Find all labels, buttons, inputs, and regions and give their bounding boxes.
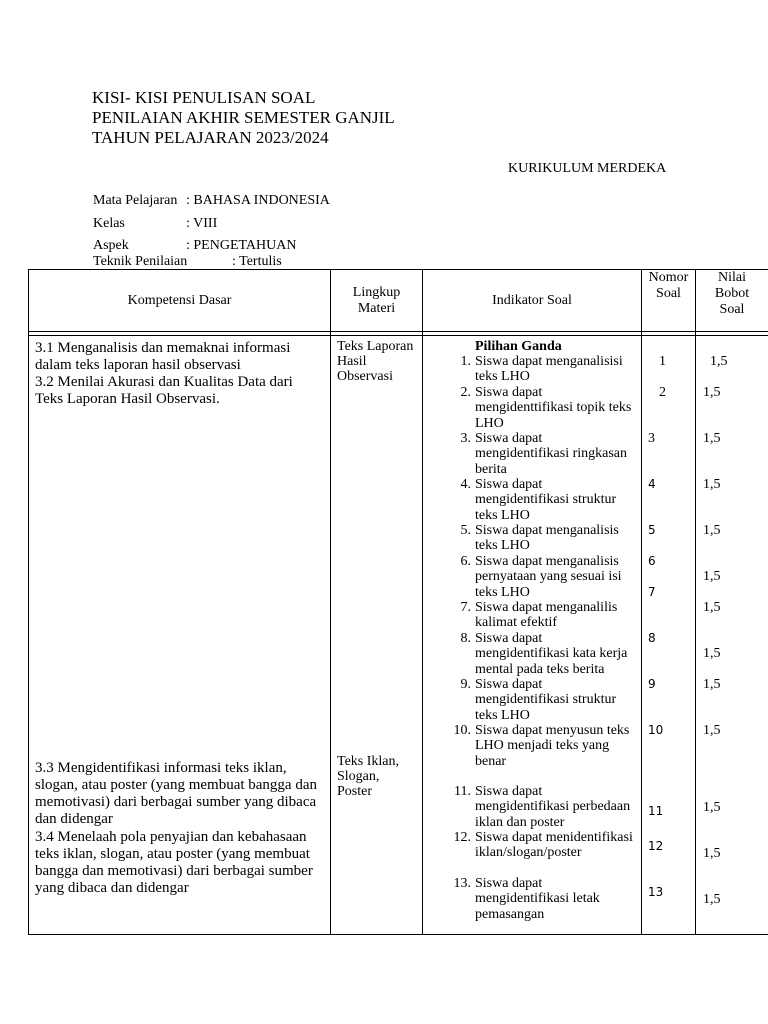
- nilai-bobot-value: 1,5: [703, 431, 721, 446]
- indikator-item-number: 8.: [460, 631, 471, 646]
- nilai-bobot-value: 1,5: [703, 723, 721, 738]
- header-lingkup-materi: Lingkup Materi: [331, 270, 423, 332]
- aspect-value: : PENGETAHUAN: [186, 238, 297, 253]
- nomor-soal-value: 12: [648, 839, 664, 853]
- curriculum-label: KURIKULUM MERDEKA: [508, 161, 667, 176]
- nomor-soal-value: 9: [648, 677, 656, 691]
- kd-3-1: 3.1 Menganalisis dan memaknai informasi dalam teks laporan hasil observasi: [35, 340, 291, 373]
- technique-value: : Tertulis: [232, 254, 282, 269]
- kd-3-3: 3.3 Mengidentifikasi informasi teks iklan, slogan, atau poster (yang membuat bangga dan memotivasi) dari berbagai sumber yang dibaca dan didengar: [35, 760, 317, 827]
- nilai-bobot-value: 1,5: [703, 677, 721, 692]
- indikator-item-text: Siswa dapat mengidentifikasi struktur teks LHO: [475, 477, 617, 523]
- kd-3-4: 3.4 Menelaah pola penyajian dan kebahasaan teks iklan, slogan, atau poster (yang membuat bangga dan memotivasi) dari berbagai sumber yang dibaca dan didengar: [35, 829, 313, 896]
- nomor-soal-value: 7: [648, 585, 656, 599]
- indikator-item-text: Siswa dapat mengidenttifikasi topik teks LHO: [475, 385, 632, 431]
- indikator-item-text: Siswa dapat mengidentifikasi ringkasan berita: [475, 431, 628, 477]
- technique-label: Teknik Penilaian: [93, 254, 188, 269]
- header-indikator-soal: Indikator Soal: [423, 270, 642, 332]
- indikator-item-text: Siswa dapat menganalisis pernyataan yang sesuai isi teks LHO: [475, 554, 622, 600]
- indikator-item-text: Siswa dapat mengidentifikasi struktur teks LHO: [475, 677, 617, 723]
- nilai-bobot-value: 1,5: [703, 846, 721, 861]
- indikator-item-number: 9.: [460, 677, 471, 692]
- pilihan-ganda-heading: Pilihan Ganda: [475, 339, 562, 354]
- indikator-item-text: Siswa dapat menidentifikasi iklan/slogan/poster: [475, 830, 633, 861]
- indikator-item-text: Siswa dapat menganalilis kalimat efektif: [475, 600, 618, 631]
- kd-3-2: 3.2 Menilai Akurasi dan Kualitas Data dari Teks Laporan Hasil Observasi.: [35, 374, 293, 407]
- nomor-soal-value: 4: [648, 477, 656, 491]
- indikator-item-number: 1.: [460, 354, 471, 369]
- nilai-bobot-value: 1,5: [703, 800, 721, 815]
- nomor-soal-value: 13: [648, 885, 664, 899]
- nomor-soal-value: 6: [648, 554, 656, 568]
- nomor-soal-value: 3: [648, 431, 655, 446]
- class-label: Kelas: [93, 216, 125, 231]
- class-value: : VIII: [186, 216, 218, 231]
- lingkup-materi-cell: [331, 336, 423, 935]
- nilai-bobot-value: 1,5: [703, 477, 721, 492]
- table-header-row: [29, 270, 768, 332]
- indikator-item-number: 6.: [460, 554, 471, 569]
- lingkup-materi-iklan: Teks Iklan, Slogan, Poster: [337, 754, 400, 799]
- indikator-item-number: 3.: [460, 431, 471, 446]
- indikator-item-number: 7.: [460, 600, 471, 615]
- nilai-bobot-value: 1,5: [703, 385, 721, 400]
- subject-value: : BAHASA INDONESIA: [186, 193, 330, 208]
- nomor-soal-value: 1: [659, 354, 666, 369]
- indikator-item-number: 5.: [460, 523, 471, 538]
- document-title-line-3: TAHUN PELAJARAN 2023/2024: [92, 128, 329, 147]
- nilai-bobot-value: 1,5: [703, 569, 721, 584]
- indikator-item-text: Siswa dapat mengidentifikasi kata kerja mental pada teks berita: [475, 631, 628, 677]
- indikator-item-number: 4.: [460, 477, 471, 492]
- subject-label: Mata Pelajaran: [93, 193, 178, 208]
- indikator-item-text: Siswa dapat menyusun teks LHO menjadi teks yang benar: [475, 723, 630, 769]
- nomor-soal-value: 11: [648, 804, 664, 818]
- lingkup-materi-lho: Teks Laporan Hasil Observasi: [337, 339, 414, 384]
- nilai-bobot-value: 1,5: [703, 892, 721, 907]
- nilai-bobot-value: 1,5: [703, 646, 721, 661]
- nilai-bobot-value: 1,5: [703, 600, 721, 615]
- indikator-item-text: Siswa dapat mengidentifikasi perbedaan iklan dan poster: [475, 784, 631, 830]
- kd-cell: [29, 336, 331, 935]
- nomor-soal-value: 5: [648, 523, 656, 537]
- nilai-bobot-value: 1,5: [710, 354, 728, 369]
- nomor-soal-value: 10: [648, 723, 664, 737]
- indikator-item-text: Siswa dapat menganalisisi teks LHO: [475, 354, 623, 385]
- nomor-soal-value: 2: [659, 385, 666, 400]
- header-nomor-soal: Nomor Soal: [642, 270, 696, 332]
- indikator-item-number: 12.: [453, 830, 471, 845]
- document-title-line-2: PENILAIAN AKHIR SEMESTER GANJIL: [92, 108, 395, 127]
- indikator-item-text: Siswa dapat mengidentifikasi letak pemasangan: [475, 876, 600, 922]
- nilai-bobot-cell: [696, 336, 768, 935]
- table-body-row: [29, 336, 768, 935]
- aspect-label: Aspek: [93, 238, 129, 253]
- kisi-table: [28, 269, 768, 935]
- nilai-bobot-value: 1,5: [703, 523, 721, 538]
- indikator-item-number: 11.: [454, 784, 471, 799]
- indikator-item-number: 2.: [460, 385, 471, 400]
- indikator-item-number: 13.: [453, 876, 471, 891]
- indikator-item-number: 10.: [453, 723, 471, 738]
- header-nilai-bobot: Nilai Bobot Soal: [696, 270, 768, 332]
- indikator-item-text: Siswa dapat menganalisis teks LHO: [475, 523, 619, 554]
- nomor-soal-value: 8: [648, 631, 656, 645]
- document-title-line-1: KISI- KISI PENULISAN SOAL: [92, 88, 316, 107]
- indikator-cell: [423, 336, 642, 935]
- nomor-soal-cell: [642, 336, 696, 935]
- header-kompetensi-dasar: Kompetensi Dasar: [29, 270, 331, 332]
